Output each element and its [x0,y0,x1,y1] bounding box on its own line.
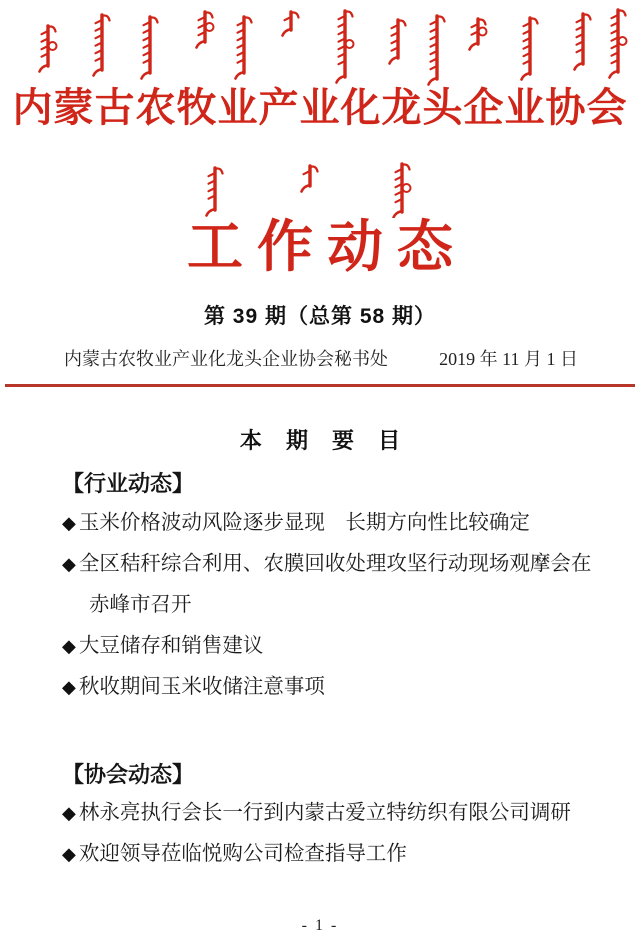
red-divider [5,384,635,387]
toc-heading: 本 期 要 目 [239,428,410,453]
toc-item-text: 秋收期间玉米收储注意事项 [78,675,325,698]
toc-section [62,469,604,708]
toc-item [62,834,604,875]
section-title: 【协会动态】 [62,761,195,787]
association-title: 内蒙古农牧业产业化龙头企业协会 [12,85,628,130]
bulletin-title: 工作动态 [187,217,467,279]
toc-item-text: 全区秸秆综合利用、农膜回收处理攻坚行动现场观摩会在赤峰市召开 [78,552,592,616]
diamond-bullet-icon: ◆ [62,803,76,825]
issue-number: 第 39 期（总第 58 期） [203,305,437,328]
mongolian-script-banner-icon [0,4,640,88]
toc-item-text: 欢迎领导莅临悦购公司检查指导工作 [78,843,407,866]
toc-item [62,667,604,708]
diamond-bullet-icon: ◆ [62,553,76,575]
publisher-line [0,345,640,371]
section-item-list [62,793,604,875]
toc-item [62,503,604,544]
toc-item [62,793,604,834]
toc-item-text: 林永亮执行会长一行到内蒙古爱立特纺织有限公司调研 [78,802,571,825]
publisher-name: 内蒙古农牧业产业化龙头企业协会秘书处 [64,349,388,369]
diamond-bullet-icon: ◆ [62,844,76,866]
toc-item-text: 玉米价格波动风险逐步显现 长期方向性比较确定 [78,511,530,534]
table-of-contents [0,469,640,875]
toc-item [62,626,604,667]
toc-item-text: 大豆储存和销售建议 [78,634,264,657]
section-title: 【行业动态】 [62,471,195,496]
diamond-bullet-icon: ◆ [62,635,76,657]
diamond-bullet-icon: ◆ [62,676,76,698]
diamond-bullet-icon: ◆ [62,512,76,534]
toc-section [62,760,604,876]
toc-item [62,544,604,626]
mongolian-script-subtitle-icon [170,162,470,218]
section-item-list [62,503,604,708]
publish-date: 2019 年 11 月 1 日 [439,349,578,369]
page-number: - 1 - [301,917,339,934]
